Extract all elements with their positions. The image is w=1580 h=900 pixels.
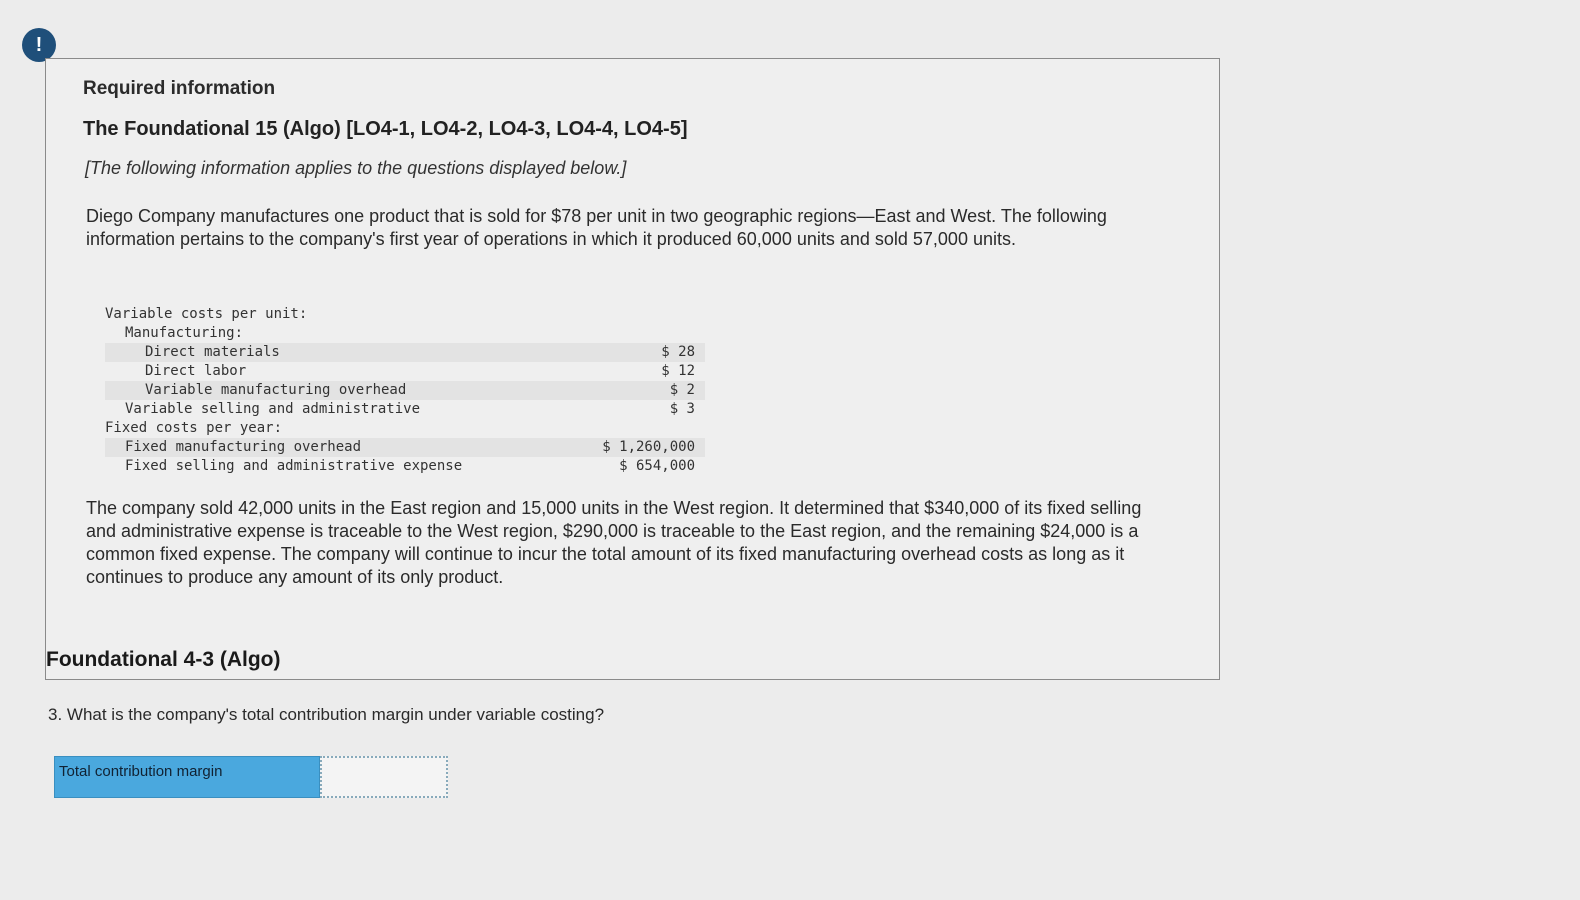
cost-row <box>105 457 705 476</box>
total-contribution-margin-input[interactable] <box>320 756 448 798</box>
cost-amount: $ 3 <box>669 401 695 417</box>
cost-amount: $ 654,000 <box>619 458 695 474</box>
question-text: 3. What is the company's total contribution margin under variable costing? <box>48 705 605 724</box>
cost-label: Fixed selling and administrative expense <box>125 458 463 474</box>
cost-amount: $ 1,260,000 <box>602 439 695 455</box>
cost-row <box>105 438 705 457</box>
cost-row <box>105 381 705 400</box>
cost-amount: $ 12 <box>661 363 695 379</box>
cost-label: Fixed costs per year: <box>105 420 283 436</box>
cost-label: Direct labor <box>145 363 247 379</box>
cost-row <box>105 324 705 343</box>
cost-table <box>105 305 705 476</box>
section-title: Foundational 4-3 (Algo) <box>46 648 281 671</box>
info-note: [The following information applies to the questions displayed below.] <box>85 158 627 178</box>
answer-label: Total contribution margin <box>54 756 320 798</box>
answer-row <box>54 756 448 798</box>
cost-row <box>105 343 705 362</box>
cost-row <box>105 400 705 419</box>
cost-label: Fixed manufacturing overhead <box>125 439 362 455</box>
cost-amount: $ 2 <box>669 382 695 398</box>
required-info-heading: Required information <box>83 78 276 99</box>
intro-paragraph: Diego Company manufactures one product that is sold for $78 per unit in two geographic regions—East and West. The following information pertains to the company's first year of operations in which it produced 60,000 units and sold 57,000 units. <box>86 206 1107 249</box>
cost-row <box>105 305 705 324</box>
cost-row <box>105 419 705 438</box>
problem-title: The Foundational 15 (Algo) [LO4-1, LO4-2, LO4-3, LO4-4, LO4-5] <box>83 118 688 140</box>
cost-label: Manufacturing: <box>125 325 244 341</box>
alert-icon: ! <box>22 28 56 62</box>
cost-row <box>105 362 705 381</box>
cost-label: Variable selling and administrative <box>125 401 421 417</box>
cost-label: Direct materials <box>145 344 280 360</box>
cost-label: Variable costs per unit: <box>105 306 308 322</box>
cost-amount: $ 28 <box>661 344 695 360</box>
cost-label: Variable manufacturing overhead <box>145 382 407 398</box>
regions-paragraph: The company sold 42,000 units in the East region and 15,000 units in the West region. It determined that $340,000 of its fixed selling and administrative expense is traceable to the West region, $290,000 is traceable to the East region, and the remaining $24,000 is a common fixed expense. The company will continue to incur the total amount of its fixed manufacturing overhead costs as long as it continues to produce any amount of its only product. <box>86 498 1142 587</box>
